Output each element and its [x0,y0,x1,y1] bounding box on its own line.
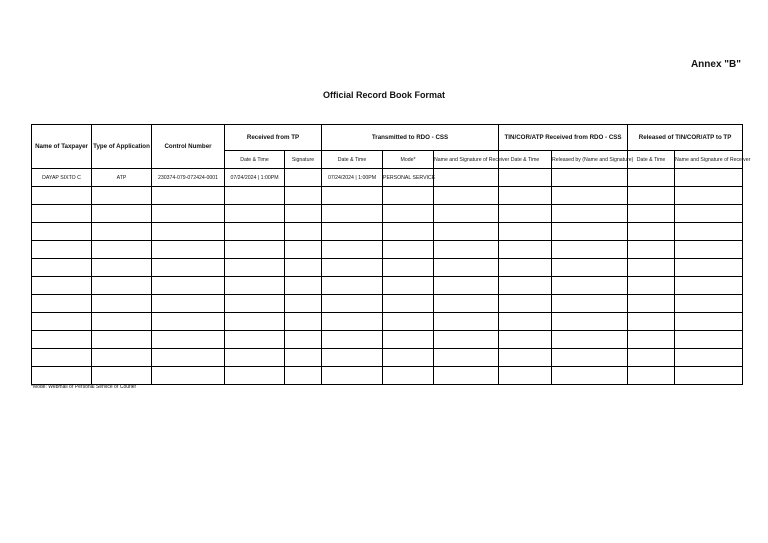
table-cell-empty [383,331,434,349]
cell-transmitted-date-time: 07/24/2024 | 1:00PM [322,169,383,187]
table-cell-empty [383,205,434,223]
table-row-empty [32,349,743,367]
table-cell-empty [383,367,434,385]
page-title: Official Record Book Format [322,90,446,100]
table-cell-empty [225,205,285,223]
table-cell-empty [552,331,628,349]
table-cell-empty [322,313,383,331]
cell-transmitted-receiver [434,169,499,187]
record-book-table [31,124,751,385]
table-cell-empty [32,187,92,205]
table-cell-empty [322,241,383,259]
table-cell-empty [285,277,322,295]
cell-rdo-date-time [499,169,552,187]
subheader-date-time: Date & Time [322,151,383,169]
table-cell-empty [552,223,628,241]
cell-application: ATP [92,169,152,187]
table-cell-empty [434,241,499,259]
table-cell-empty [675,349,743,367]
subheader-signature: Signature [285,151,322,169]
table-row-empty [32,259,743,277]
table-cell-empty [152,187,225,205]
subheader-released-by: Released by (Name and Signature) [552,151,628,169]
table-cell-empty [383,241,434,259]
table-cell-empty [322,295,383,313]
table-cell-empty [383,223,434,241]
table-cell-empty [628,367,675,385]
table-row-empty [32,277,743,295]
table-cell-empty [499,223,552,241]
table-cell-empty [152,349,225,367]
table-cell-empty [152,313,225,331]
table-row [32,169,743,187]
table-cell-empty [92,295,152,313]
table-cell-empty [499,367,552,385]
table-cell-empty [285,367,322,385]
table-cell-empty [322,349,383,367]
table-row-empty [32,295,743,313]
table-cell-empty [552,205,628,223]
table-cell-empty [675,313,743,331]
table-row-empty [32,313,743,331]
table-cell-empty [92,259,152,277]
table-cell-empty [322,367,383,385]
table-cell-empty [628,223,675,241]
header-released-to-tp: Released of TIN/COR/ATP to TP [628,125,743,151]
table-cell-empty [92,367,152,385]
cell-released-date-time [628,169,675,187]
table-cell-empty [675,223,743,241]
table-cell-empty [499,313,552,331]
table-cell-empty [152,205,225,223]
table-cell-empty [675,367,743,385]
table-cell-empty [285,313,322,331]
table-cell-empty [152,331,225,349]
table-cell-empty [285,331,322,349]
table-cell-empty [92,205,152,223]
table-cell-empty [675,205,743,223]
table-cell-empty [383,277,434,295]
table-cell-empty [628,349,675,367]
subheader-date-time: Date & Time [499,151,552,169]
table-cell-empty [499,259,552,277]
table-cell-empty [675,241,743,259]
table-cell-empty [434,277,499,295]
table-cell-empty [32,277,92,295]
table-cell-empty [285,259,322,277]
table-cell-empty [499,205,552,223]
table-cell-empty [434,349,499,367]
table-cell-empty [434,367,499,385]
table-cell-empty [32,259,92,277]
table-cell-empty [383,349,434,367]
table-cell-empty [32,241,92,259]
table-cell-empty [628,331,675,349]
table-cell-empty [152,367,225,385]
header-received-from-rdo: TIN/COR/ATP Received from RDO - CSS [499,125,628,151]
table-cell-empty [92,187,152,205]
cell-received-date-time: 07/24/2024 | 1:00PM [225,169,285,187]
table-cell-empty [285,223,322,241]
table-cell-empty [32,331,92,349]
table-cell-empty [225,259,285,277]
cell-received-signature [285,169,322,187]
table-cell-empty [628,205,675,223]
table-cell-empty [499,187,552,205]
table-cell-empty [434,313,499,331]
table-cell-empty [499,349,552,367]
table-cell-empty [225,187,285,205]
table-cell-empty [322,223,383,241]
table-body [32,169,743,385]
table-cell-empty [32,313,92,331]
table-cell-empty [32,223,92,241]
cell-rdo-released-by [552,169,628,187]
table-cell-empty [434,187,499,205]
table-row-empty [32,331,743,349]
table-cell-empty [628,277,675,295]
table-cell-empty [152,277,225,295]
subheader-name-signature-receiver: Name and Signature of Receiver [675,151,743,169]
table-cell-empty [322,331,383,349]
table-cell-empty [434,205,499,223]
table-cell-empty [32,205,92,223]
table-cell-empty [92,331,152,349]
table-cell-empty [32,349,92,367]
table-row-empty [32,241,743,259]
subheader-name-signature-receiver: Name and Signature of Receiver [434,151,499,169]
subheader-date-time: Date & Time [225,151,285,169]
table-cell-empty [225,367,285,385]
table-cell-empty [434,295,499,313]
table-cell-empty [675,295,743,313]
table-cell-empty [675,331,743,349]
table-cell-empty [499,295,552,313]
table-cell-empty [383,187,434,205]
table-cell-empty [152,259,225,277]
table-cell-empty [92,223,152,241]
footnote: *Mode: Webmail or Personal Service or Courier [31,384,137,390]
table-cell-empty [552,313,628,331]
table-cell-empty [152,295,225,313]
table-cell-empty [322,259,383,277]
header-transmitted-to-rdo: Transmitted to RDO - CSS [322,125,499,151]
table-cell-empty [628,313,675,331]
table-cell-empty [675,277,743,295]
table-cell-empty [225,277,285,295]
table-cell-empty [92,313,152,331]
table-cell-empty [628,259,675,277]
table-cell-empty [92,241,152,259]
cell-control-number: 230374-079-072424-0001 [152,169,225,187]
table-row-empty [32,205,743,223]
table-cell-empty [225,241,285,259]
table-cell-empty [628,295,675,313]
cell-mode: PERSONAL SERVICE [383,169,434,187]
table-row-empty [32,367,743,385]
table-cell-empty [628,241,675,259]
table-cell-empty [285,349,322,367]
table-cell-empty [152,223,225,241]
table-cell-empty [552,349,628,367]
header-received-from-tp: Received from TP [225,125,322,151]
header-name-of-taxpayer: Name of Taxpayer [32,125,92,169]
cell-released-receiver [675,169,743,187]
header-control-number: Control Number [152,125,225,169]
table-cell-empty [552,241,628,259]
table-cell-empty [499,241,552,259]
table-cell-empty [628,187,675,205]
table-cell-empty [434,259,499,277]
table-cell-empty [552,187,628,205]
table-cell-empty [32,367,92,385]
table-cell-empty [499,277,552,295]
table-cell-empty [285,205,322,223]
table-cell-empty [32,295,92,313]
table-cell-empty [499,331,552,349]
table-cell-empty [552,367,628,385]
table-row-empty [32,187,743,205]
subheader-date-time: Date & Time [628,151,675,169]
table-cell-empty [675,259,743,277]
table-cell-empty [225,331,285,349]
table-cell-empty [552,295,628,313]
table-row-empty [32,223,743,241]
table-cell-empty [285,241,322,259]
annex-label: Annex "B" [690,59,741,70]
table-cell-empty [383,313,434,331]
table-cell-empty [225,223,285,241]
table-cell-empty [92,277,152,295]
table-cell-empty [225,349,285,367]
table-cell-empty [285,187,322,205]
table-cell-empty [675,187,743,205]
header-type-of-application: Type of Application [92,125,152,169]
table-cell-empty [322,205,383,223]
table-cell-empty [322,187,383,205]
table-cell-empty [225,295,285,313]
table-cell-empty [434,223,499,241]
table-cell-empty [92,349,152,367]
subheader-mode: Mode* [383,151,434,169]
table-cell-empty [383,295,434,313]
table-cell-empty [552,259,628,277]
table-cell-empty [285,295,322,313]
cell-taxpayer: DAYAP SIXTO C [32,169,92,187]
table-cell-empty [383,259,434,277]
table-cell-empty [552,277,628,295]
table-cell-empty [225,313,285,331]
table-cell-empty [152,241,225,259]
table-cell-empty [434,331,499,349]
table-cell-empty [322,277,383,295]
